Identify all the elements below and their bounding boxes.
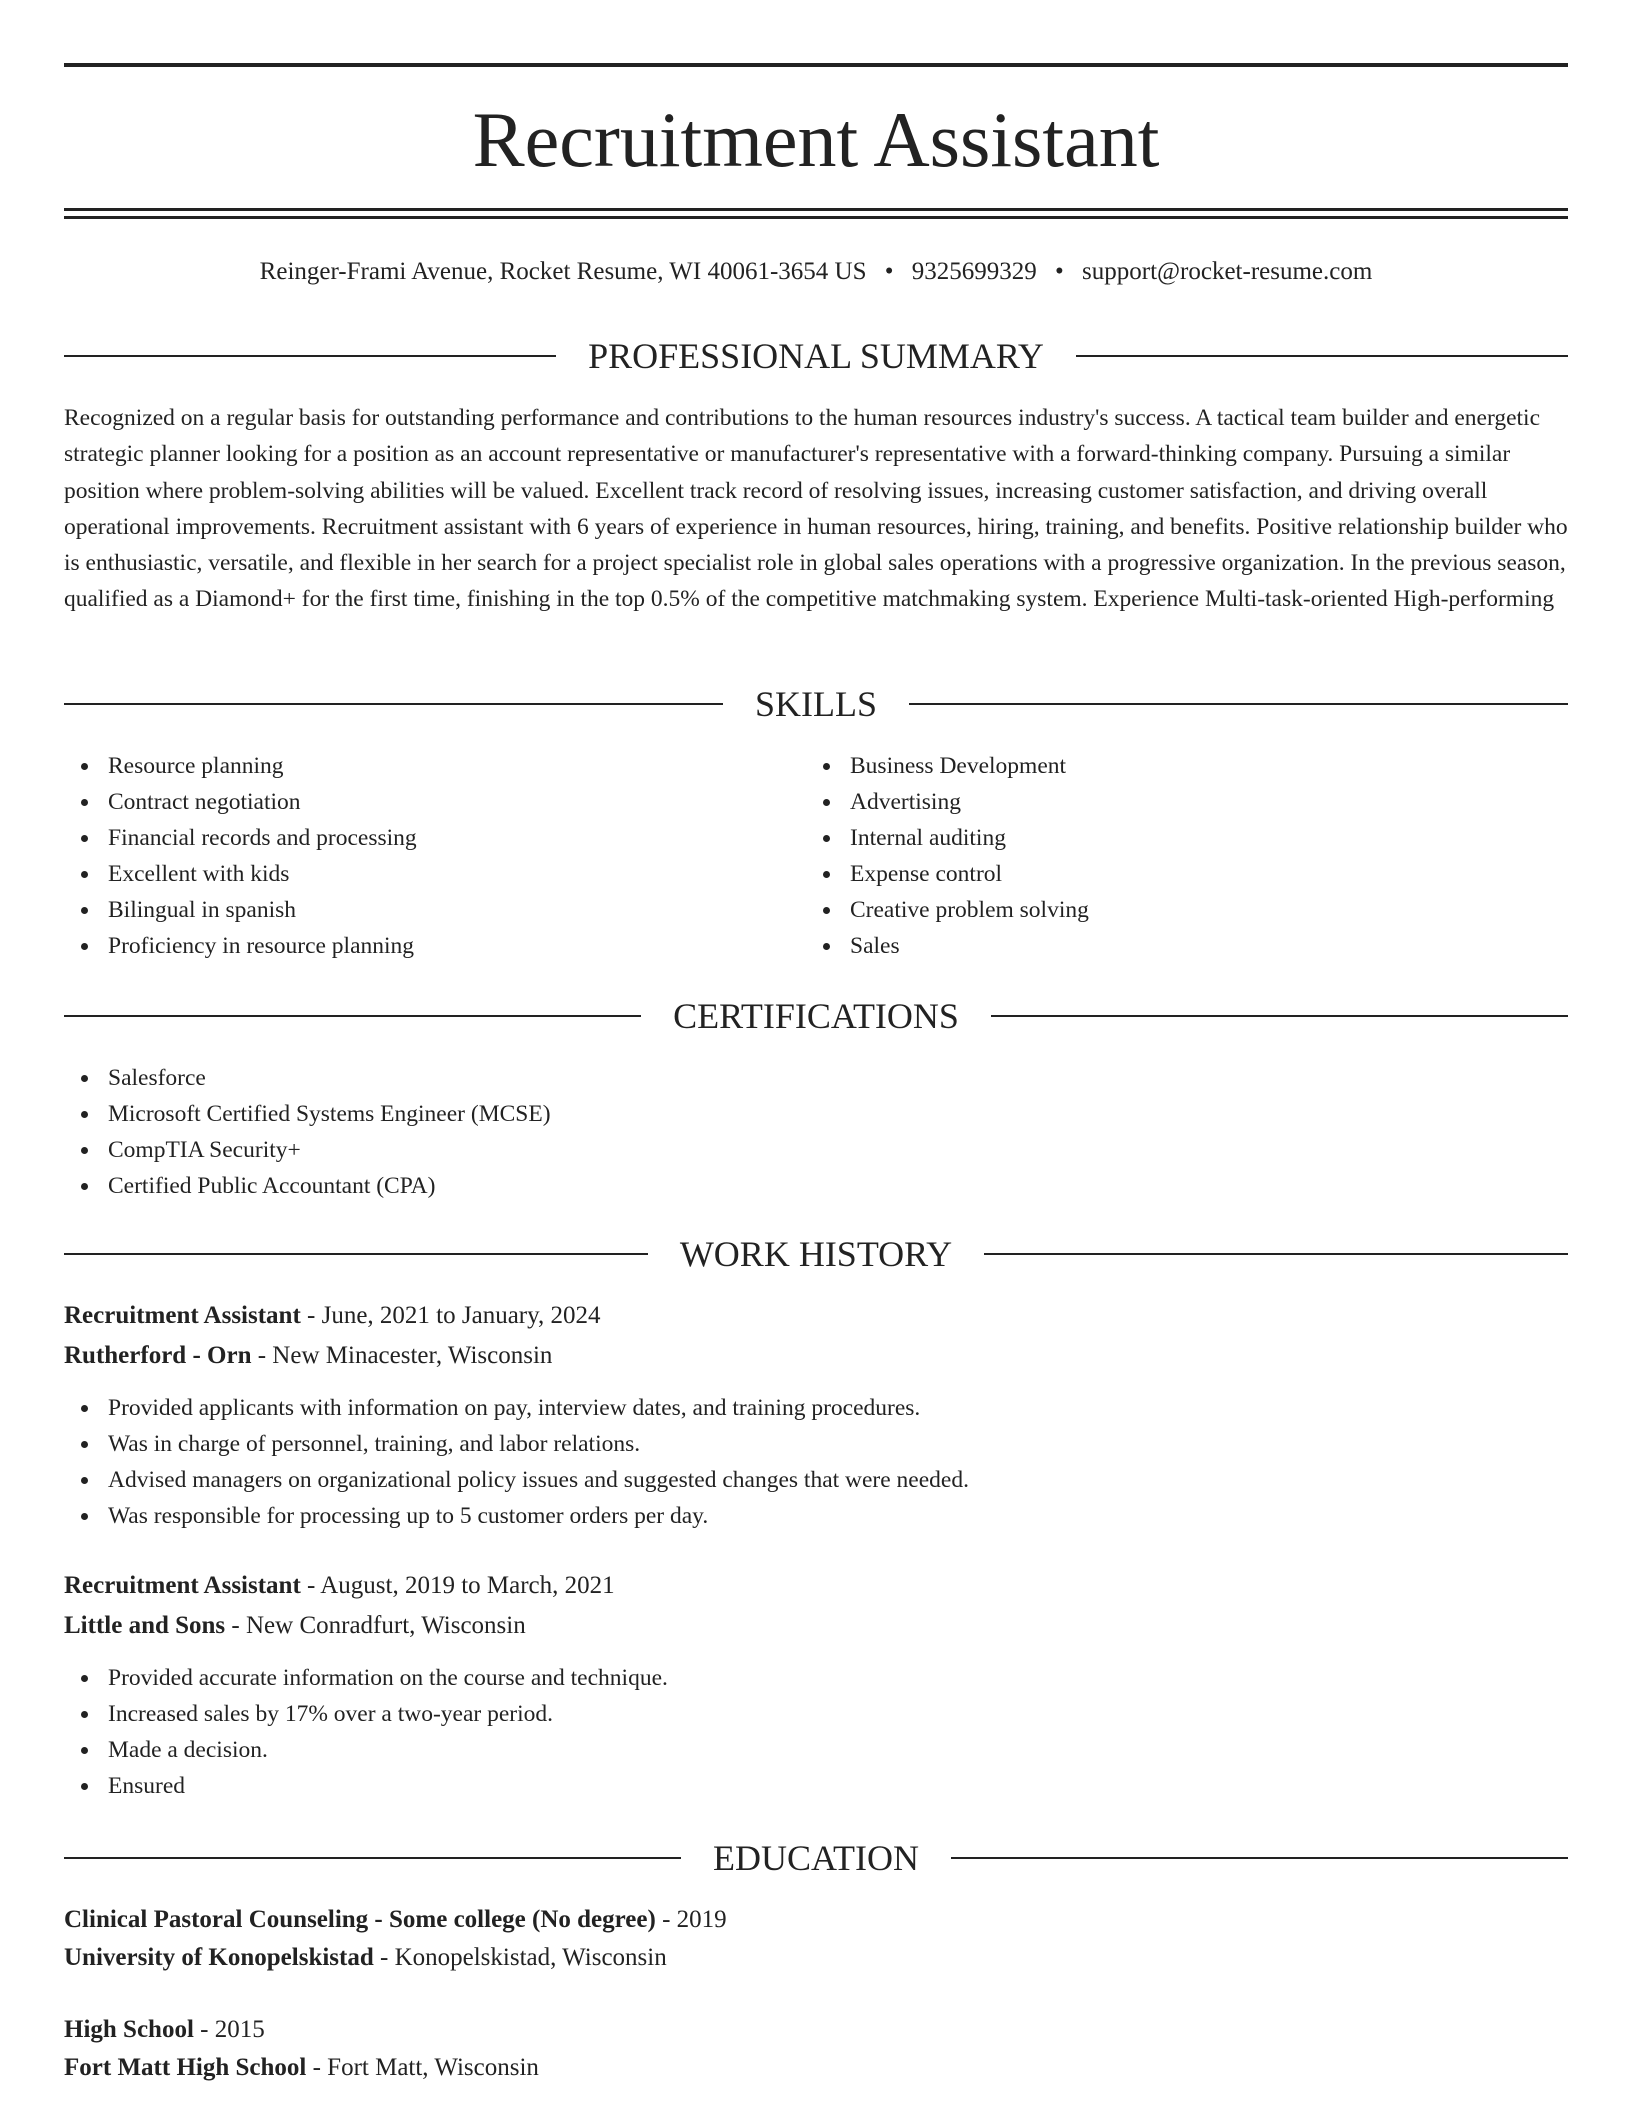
job-bullet: Ensured <box>64 1768 1464 1804</box>
section-rule <box>984 1253 1568 1255</box>
section-rule <box>64 703 723 705</box>
job-bullet: Made a decision. <box>64 1732 1464 1768</box>
summary-text: Recognized on a regular basis for outstanding performance and contributions to the human resources industry's success. A tactical team builder and energetic strategic planner looking for a position as an account representative or manufacturer's representative with a forward-thinking company. Pursuing a similar position where problem-solving abilities will be valued. Excellent track record of resolving issues, increasing customer satisfaction, and driving overall operational improvements. Recruitment assistant with 6 years of experience in human resources, hiring, training, and benefits. Positive relationship builder who is enthusiastic, versatile, and flexible in her search for a project specialist role in global sales operations with a progressive organization. In the previous season, qualified as a Diamond+ for the first time, finishing in the top 0.5% of the competitive matchmaking system. Experience Multi-task-oriented High-performing <box>64 405 1568 613</box>
section-title: EDUCATION <box>713 1838 919 1878</box>
contact-phone: 9325699329 <box>911 258 1037 285</box>
skill-item: Proficiency in resource planning <box>64 928 764 964</box>
section-header-skills <box>64 682 1568 726</box>
certification-item: Certified Public Accountant (CPA) <box>64 1168 1264 1204</box>
section-header-summary <box>64 334 1568 378</box>
education-location: - Fort Matt, Wisconsin <box>306 2054 539 2081</box>
job-location: - New Minacester, Wisconsin <box>251 1342 553 1369</box>
job-title-line <box>64 1298 1568 1334</box>
skill-item: Excellent with kids <box>64 856 764 892</box>
job-bullet: Advised managers on organizational policy issues and suggested changes that were needed. <box>64 1462 1464 1498</box>
skills-list-right <box>806 748 1506 964</box>
section-title: SKILLS <box>755 684 878 724</box>
skill-item: Expense control <box>806 856 1506 892</box>
job-title: Recruitment Assistant <box>64 1302 301 1329</box>
certification-item: Microsoft Certified Systems Engineer (MCSE) <box>64 1096 1264 1132</box>
contact-line <box>64 256 1568 288</box>
job-location: - New Conradfurt, Wisconsin <box>225 1612 526 1639</box>
section-rule <box>909 703 1568 705</box>
certification-item: CompTIA Security+ <box>64 1132 1264 1168</box>
skill-item: Bilingual in spanish <box>64 892 764 928</box>
education-degree-line <box>64 1902 1568 1938</box>
job-company-line <box>64 1338 1568 1374</box>
job-bullet: Provided applicants with information on pay, interview dates, and training procedures. <box>64 1390 1464 1426</box>
section-rule <box>64 355 556 357</box>
title-rule-lower <box>64 216 1568 219</box>
section-header-certifications <box>64 994 1568 1038</box>
section-rule <box>64 1015 641 1017</box>
education-year: - 2019 <box>655 1906 727 1933</box>
section-title: PROFESSIONAL SUMMARY <box>588 336 1044 376</box>
job-title: Recruitment Assistant <box>64 1572 301 1599</box>
skill-item: Internal auditing <box>806 820 1506 856</box>
job-bullet: Provided accurate information on the course and technique. <box>64 1660 1464 1696</box>
education-degree: High School <box>64 2016 194 2043</box>
section-title: CERTIFICATIONS <box>673 996 959 1036</box>
contact-email: support@rocket-resume.com <box>1082 258 1373 285</box>
education-degree-line <box>64 2012 1568 2048</box>
section-rule <box>64 1857 681 1859</box>
top-rule <box>64 63 1568 67</box>
skill-item: Advertising <box>806 784 1506 820</box>
resume-title: Recruitment Assistant <box>472 96 1160 183</box>
contact-separator: • <box>1055 258 1064 285</box>
skills-list-left <box>64 748 764 964</box>
section-rule <box>991 1015 1568 1017</box>
section-header-work <box>64 1232 1568 1276</box>
section-header-education <box>64 1836 1568 1880</box>
title-rule-upper <box>64 208 1568 211</box>
skill-item: Sales <box>806 928 1506 964</box>
section-rule <box>64 1253 648 1255</box>
certifications-list <box>64 1060 1264 1204</box>
education-year: - 2015 <box>193 2016 265 2043</box>
skill-item: Business Development <box>806 748 1506 784</box>
job-bullet: Increased sales by 17% over a two-year period. <box>64 1696 1464 1732</box>
skill-item: Creative problem solving <box>806 892 1506 928</box>
skill-item: Contract negotiation <box>64 784 764 820</box>
job-bullets <box>64 1390 1464 1534</box>
job-bullet: Was in charge of personnel, training, and labor relations. <box>64 1426 1464 1462</box>
certification-item: Salesforce <box>64 1060 1264 1096</box>
job-dates: - June, 2021 to January, 2024 <box>300 1302 601 1329</box>
job-bullet: Was responsible for processing up to 5 customer orders per day. <box>64 1498 1464 1534</box>
job-company: Rutherford - Orn <box>64 1342 252 1369</box>
education-degree: Clinical Pastoral Counseling - Some college (No degree) <box>64 1906 656 1933</box>
education-school-line <box>64 2050 1568 2086</box>
contact-address: Reinger-Frami Avenue, Rocket Resume, WI 40061-3654 US <box>259 258 867 285</box>
skill-item: Resource planning <box>64 748 764 784</box>
job-company-line <box>64 1608 1568 1644</box>
education-location: - Konopelskistad, Wisconsin <box>373 1944 667 1971</box>
job-dates: - August, 2019 to March, 2021 <box>300 1572 615 1599</box>
job-bullets <box>64 1660 1464 1804</box>
section-rule <box>1076 355 1568 357</box>
skill-item: Financial records and processing <box>64 820 764 856</box>
education-school: University of Konopelskistad <box>64 1944 374 1971</box>
job-company: Little and Sons <box>64 1612 226 1639</box>
contact-separator: • <box>884 258 894 285</box>
education-school-line <box>64 1940 1568 1976</box>
job-title-line <box>64 1568 1568 1604</box>
section-rule <box>951 1857 1568 1859</box>
section-title: WORK HISTORY <box>679 1234 953 1274</box>
education-school: Fort Matt High School <box>64 2054 307 2081</box>
